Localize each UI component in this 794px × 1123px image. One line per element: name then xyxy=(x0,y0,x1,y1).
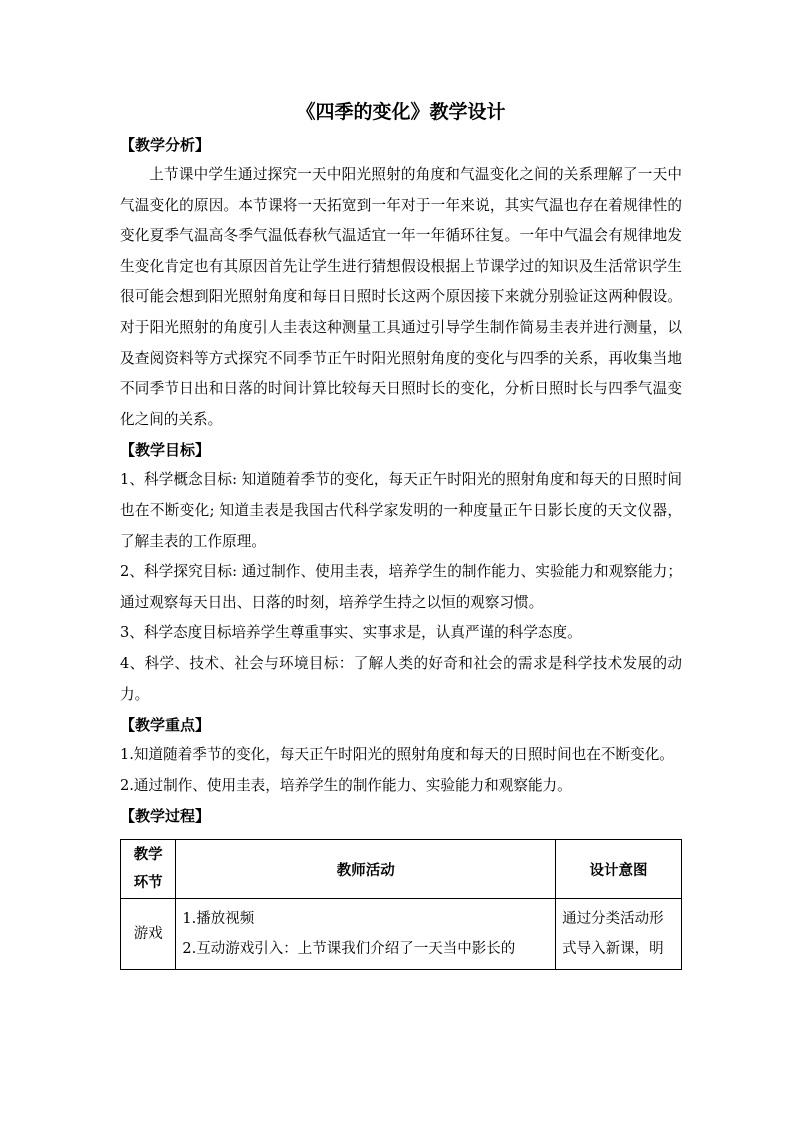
row-stage: 游戏 xyxy=(121,899,176,970)
row-design-intent: 通过分类活动形式导入新课，明 xyxy=(556,899,682,970)
goal-item-1: 1、科学概念目标: 知道随着季节的变化，每天正午时阳光的照射角度和每天的日照时间也在不断变化; 知道圭表是我国古代科学家发明的一种度量正午日影长度的天文仪器，了解圭表的工作原理。 xyxy=(120,471,682,550)
header-stage: 教学环节 xyxy=(121,840,176,899)
document-page xyxy=(120,98,682,970)
analysis-paragraph: 上节课中学生通过探究一天中阳光照射的角度和气温变化之间的关系理解了一天中气温变化的原因。本节课将一天拓宽到一年对于一年来说，其实气温也存在着规律性的变化夏季气温高冬季气温低春秋气温适宜一年一年循环往复。一年中气温会有规律地发生变化肯定也有其原因首先让学生进行猜想假设根据上节课学过的知识及生活常识学生很可能会想到阳光照射角度和每日日照时长这两个原因接下来就分别验证这两种假设。对于阳光照射的角度引人圭表这种测量工具通过引导学生制作简易圭表并进行测量，以及查阅资料等方式探究不同季节正午时阳光照射角度的变化与四季的关系，再收集当地不同季节日出和日落的时间计算比较每天日照时长的变化，分析日照时长与四季气温变化之间的关系。 xyxy=(120,166,682,428)
teacher-activity-line: 1.播放视频 xyxy=(182,911,255,928)
goal-item-2: 2、科学探究目标: 通过制作、使用圭表，培养学生的制作能力、实验能力和观察能力；通过观察每天日出、日落的时刻，培养学生持之以恒的观察习惯。 xyxy=(120,563,682,611)
focus-item-1: 1.知道随着季节的变化，每天正午时阳光的照射角度和每天的日照时间也在不断变化。 xyxy=(120,746,674,764)
header-teacher-activity: 教师活动 xyxy=(176,840,556,899)
table-row xyxy=(121,899,682,970)
document-title: 《四季的变化》教学设计 xyxy=(296,101,506,123)
goal-item-3: 3、科学态度目标培养学生尊重事实、实事求是，认真严谨的科学态度。 xyxy=(120,624,582,642)
goals-heading: 【教学目标】 xyxy=(120,441,211,460)
process-heading: 【教学过程】 xyxy=(120,807,211,826)
table-header-row xyxy=(121,840,682,899)
header-design-intent: 设计意图 xyxy=(556,840,682,899)
row-teacher-activity xyxy=(176,899,556,970)
analysis-heading: 【教学分析】 xyxy=(120,136,211,154)
process-table xyxy=(120,839,682,970)
focus-heading: 【教学重点】 xyxy=(120,716,211,735)
goal-item-4: 4、科学、技术、社会与环境目标：了解人类的好奇和社会的需求是科学技术发展的动力。 xyxy=(120,654,682,703)
focus-item-2: 2.通过制作、使用圭表，培养学生的制作能力、实验能力和观察能力。 xyxy=(120,776,572,794)
teacher-activity-line: 2.互动游戏引入：上节课我们介绍了一天当中影长的 xyxy=(182,941,516,958)
